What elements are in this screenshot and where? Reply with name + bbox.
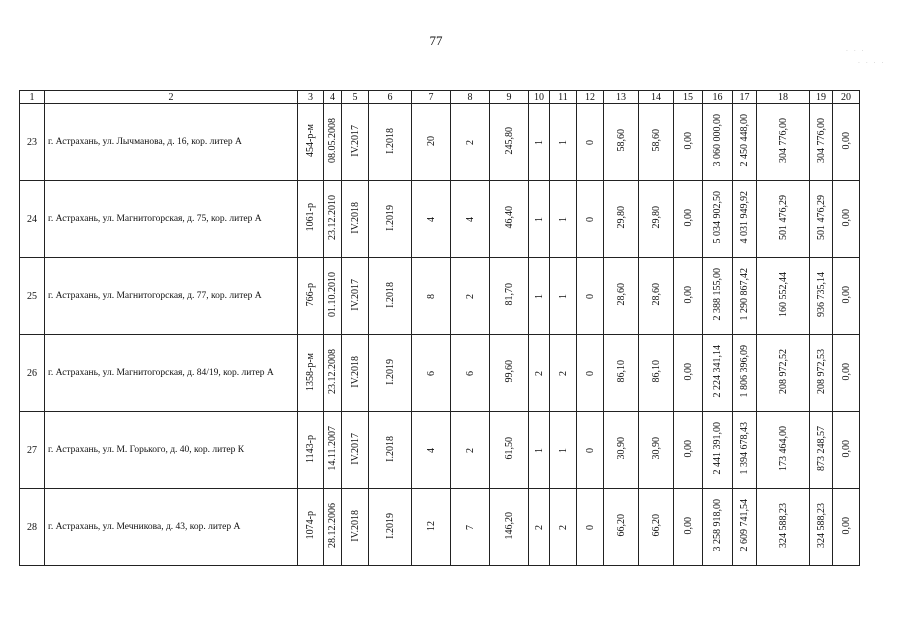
value-cell-col-12 — [577, 335, 604, 412]
value-cell-col-20 — [833, 412, 860, 489]
value-cell-col-10 — [529, 335, 550, 412]
value-cell-col-14 — [639, 258, 674, 335]
value-cell-col-11 — [550, 104, 577, 181]
value-cell-col-4 — [324, 335, 342, 412]
cell-value: 66,20 — [615, 514, 627, 537]
table-row — [20, 104, 860, 181]
header-row — [20, 91, 860, 104]
cell-value: 324 588,23 — [815, 503, 827, 548]
address-cell: г. Астрахань, ул. Лычманова, д. 16, кор. литер А — [45, 104, 298, 181]
cell-value: I.2019 — [384, 358, 396, 385]
value-cell-col-3 — [298, 104, 324, 181]
column-number-7: 7 — [412, 91, 451, 104]
cell-value: I.2019 — [384, 204, 396, 231]
cell-value: 1 — [557, 293, 569, 299]
cell-value: 86,10 — [650, 360, 662, 383]
value-cell-col-8 — [451, 412, 490, 489]
scan-artifact: · · · · — [858, 60, 886, 67]
cell-value: 5 034 902,50 — [712, 191, 723, 244]
value-cell-col-8 — [451, 489, 490, 566]
value-cell-col-15 — [674, 104, 703, 181]
cell-value: 1 — [557, 139, 569, 145]
cell-value: 1143-р — [305, 434, 316, 463]
value-cell-col-4 — [324, 258, 342, 335]
row-number: 25 — [20, 258, 45, 335]
cell-value: 0,00 — [840, 131, 852, 150]
register-table — [19, 90, 860, 566]
cell-value: 1 — [533, 447, 545, 453]
value-cell-col-20 — [833, 489, 860, 566]
value-cell-col-14 — [639, 104, 674, 181]
value-cell-col-6 — [369, 489, 412, 566]
cell-value: 2 609 741,54 — [739, 499, 750, 552]
value-cell-col-3 — [298, 489, 324, 566]
cell-value: 2 — [464, 447, 476, 453]
value-cell-col-17 — [733, 489, 757, 566]
value-cell-col-12 — [577, 412, 604, 489]
value-cell-col-19 — [810, 489, 833, 566]
cell-value: 1 — [533, 293, 545, 299]
value-cell-col-5 — [342, 104, 369, 181]
cell-value: 324 588,23 — [777, 503, 789, 548]
column-number-2: 2 — [45, 91, 298, 104]
cell-value: 4 — [464, 216, 476, 222]
address-cell: г. Астрахань, ул. Магнитогорская, д. 84/19, кор. литер А — [45, 335, 298, 412]
cell-value: I.2018 — [384, 435, 396, 462]
value-cell-col-16 — [703, 104, 733, 181]
column-number-15: 15 — [674, 91, 703, 104]
cell-value: 23.12.2010 — [327, 195, 338, 240]
value-cell-col-15 — [674, 181, 703, 258]
value-cell-col-16 — [703, 181, 733, 258]
cell-value: 304 776,00 — [815, 118, 827, 163]
value-cell-col-13 — [604, 181, 639, 258]
value-cell-col-15 — [674, 258, 703, 335]
cell-value: 0,00 — [682, 131, 694, 150]
cell-value: 2 450 448,00 — [739, 114, 750, 167]
value-cell-col-5 — [342, 489, 369, 566]
cell-value: 245,80 — [503, 126, 515, 155]
cell-value: 08.05.2008 — [327, 118, 338, 163]
cell-value: IV.2017 — [349, 278, 361, 311]
value-cell-col-18 — [757, 335, 810, 412]
cell-value: 0,00 — [840, 362, 852, 381]
value-cell-col-7 — [412, 104, 451, 181]
value-cell-col-6 — [369, 104, 412, 181]
column-number-20: 20 — [833, 91, 860, 104]
value-cell-col-10 — [529, 258, 550, 335]
value-cell-col-12 — [577, 489, 604, 566]
row-number: 23 — [20, 104, 45, 181]
row-number: 28 — [20, 489, 45, 566]
column-number-4: 4 — [324, 91, 342, 104]
value-cell-col-16 — [703, 258, 733, 335]
value-cell-col-19 — [810, 412, 833, 489]
cell-value: 3 258 918,00 — [712, 499, 723, 552]
cell-value: I.2019 — [384, 512, 396, 539]
cell-value: 2 — [557, 524, 569, 530]
value-cell-col-14 — [639, 181, 674, 258]
value-cell-col-12 — [577, 258, 604, 335]
cell-value: 1 806 396,09 — [739, 345, 750, 398]
cell-value: 173 464,00 — [777, 426, 789, 471]
cell-value: 23.12.2008 — [327, 349, 338, 394]
value-cell-col-19 — [810, 181, 833, 258]
cell-value: 86,10 — [615, 360, 627, 383]
address-cell: г. Астрахань, ул. М. Горького, д. 40, кор. литер К — [45, 412, 298, 489]
cell-value: 1 — [557, 216, 569, 222]
value-cell-col-20 — [833, 181, 860, 258]
value-cell-col-18 — [757, 489, 810, 566]
table-row — [20, 412, 860, 489]
column-number-13: 13 — [604, 91, 639, 104]
cell-value: 6 — [464, 370, 476, 376]
value-cell-col-19 — [810, 258, 833, 335]
value-cell-col-14 — [639, 412, 674, 489]
value-cell-col-20 — [833, 335, 860, 412]
value-cell-col-8 — [451, 181, 490, 258]
value-cell-col-6 — [369, 258, 412, 335]
value-cell-col-17 — [733, 258, 757, 335]
value-cell-col-12 — [577, 104, 604, 181]
cell-value: 14.11.2007 — [327, 426, 338, 471]
value-cell-col-8 — [451, 104, 490, 181]
column-number-5: 5 — [342, 91, 369, 104]
cell-value: 0,00 — [840, 285, 852, 304]
value-cell-col-3 — [298, 181, 324, 258]
column-number-17: 17 — [733, 91, 757, 104]
scan-artifact: · · · — [846, 48, 866, 55]
column-number-19: 19 — [810, 91, 833, 104]
value-cell-col-5 — [342, 412, 369, 489]
value-cell-col-17 — [733, 181, 757, 258]
cell-value: 1 394 678,43 — [739, 422, 750, 475]
cell-value: 4 031 949,92 — [739, 191, 750, 244]
cell-value: 146,20 — [503, 511, 515, 540]
row-number: 24 — [20, 181, 45, 258]
cell-value: 30,90 — [650, 437, 662, 460]
cell-value: 46,40 — [503, 206, 515, 229]
column-number-12: 12 — [577, 91, 604, 104]
column-number-11: 11 — [550, 91, 577, 104]
cell-value: 0 — [584, 216, 596, 222]
value-cell-col-6 — [369, 181, 412, 258]
address-cell: г. Астрахань, ул. Магнитогорская, д. 77, кор. литер А — [45, 258, 298, 335]
cell-value: 1 — [557, 447, 569, 453]
cell-value: 0,00 — [682, 516, 694, 535]
value-cell-col-4 — [324, 489, 342, 566]
table-row — [20, 181, 860, 258]
cell-value: 0,00 — [840, 208, 852, 227]
value-cell-col-6 — [369, 412, 412, 489]
cell-value: 501 476,29 — [777, 195, 789, 240]
cell-value: 2 — [533, 370, 545, 376]
value-cell-col-8 — [451, 258, 490, 335]
value-cell-col-16 — [703, 335, 733, 412]
value-cell-col-3 — [298, 258, 324, 335]
register-table-body — [20, 91, 860, 566]
cell-value: 0,00 — [682, 208, 694, 227]
cell-value: 7 — [464, 524, 476, 530]
value-cell-col-18 — [757, 181, 810, 258]
value-cell-col-14 — [639, 489, 674, 566]
cell-value: 4 — [425, 216, 437, 222]
value-cell-col-17 — [733, 335, 757, 412]
cell-value: 2 388 155,00 — [712, 268, 723, 321]
cell-value: 1061-р — [305, 203, 316, 232]
cell-value: 1358-р-м — [305, 352, 316, 391]
cell-value: 0 — [584, 524, 596, 530]
value-cell-col-10 — [529, 181, 550, 258]
cell-value: 0,00 — [840, 439, 852, 458]
value-cell-col-9 — [490, 181, 529, 258]
cell-value: 1 — [533, 216, 545, 222]
cell-value: I.2018 — [384, 281, 396, 308]
value-cell-col-20 — [833, 104, 860, 181]
cell-value: 2 441 391,00 — [712, 422, 723, 475]
value-cell-col-17 — [733, 104, 757, 181]
cell-value: 81,70 — [503, 283, 515, 306]
value-cell-col-9 — [490, 104, 529, 181]
value-cell-col-4 — [324, 181, 342, 258]
value-cell-col-9 — [490, 335, 529, 412]
cell-value: 0 — [584, 370, 596, 376]
value-cell-col-7 — [412, 335, 451, 412]
cell-value: 208 972,53 — [815, 349, 827, 394]
value-cell-col-19 — [810, 335, 833, 412]
value-cell-col-7 — [412, 412, 451, 489]
value-cell-col-11 — [550, 335, 577, 412]
cell-value: 66,20 — [650, 514, 662, 537]
cell-value: 2 — [557, 370, 569, 376]
value-cell-col-10 — [529, 104, 550, 181]
cell-value: 20 — [425, 135, 437, 146]
cell-value: 208 972,52 — [777, 349, 789, 394]
cell-value: 1074-р — [305, 511, 316, 540]
address-cell: г. Астрахань, ул. Магнитогорская, д. 75, кор. литер А — [45, 181, 298, 258]
cell-value: 8 — [425, 293, 437, 299]
cell-value: 0 — [584, 447, 596, 453]
value-cell-col-4 — [324, 104, 342, 181]
value-cell-col-7 — [412, 181, 451, 258]
cell-value: IV.2018 — [349, 201, 361, 234]
cell-value: IV.2018 — [349, 509, 361, 542]
value-cell-col-10 — [529, 412, 550, 489]
value-cell-col-11 — [550, 258, 577, 335]
column-number-18: 18 — [757, 91, 810, 104]
cell-value: 936 735,14 — [815, 272, 827, 317]
column-number-16: 16 — [703, 91, 733, 104]
cell-value: 0 — [584, 139, 596, 145]
value-cell-col-12 — [577, 181, 604, 258]
value-cell-col-5 — [342, 335, 369, 412]
column-number-14: 14 — [639, 91, 674, 104]
value-cell-col-13 — [604, 489, 639, 566]
value-cell-col-9 — [490, 412, 529, 489]
cell-value: 2 — [464, 139, 476, 145]
cell-value: 2 — [533, 524, 545, 530]
cell-value: 61,50 — [503, 437, 515, 460]
value-cell-col-6 — [369, 335, 412, 412]
value-cell-col-9 — [490, 258, 529, 335]
table-row — [20, 489, 860, 566]
cell-value: 4 — [425, 447, 437, 453]
column-number-10: 10 — [529, 91, 550, 104]
cell-value: 28,60 — [615, 283, 627, 306]
cell-value: 873 248,57 — [815, 426, 827, 471]
value-cell-col-5 — [342, 258, 369, 335]
cell-value: 0,00 — [682, 362, 694, 381]
cell-value: 2 224 341,14 — [712, 345, 723, 398]
cell-value: 28.12.2006 — [327, 503, 338, 548]
cell-value: 0,00 — [682, 439, 694, 458]
page-number: 77 — [429, 33, 443, 48]
value-cell-col-5 — [342, 181, 369, 258]
column-number-3: 3 — [298, 91, 324, 104]
cell-value: 6 — [425, 370, 437, 376]
row-number: 26 — [20, 335, 45, 412]
column-number-9: 9 — [490, 91, 529, 104]
cell-value: 766-р — [305, 282, 316, 307]
value-cell-col-13 — [604, 258, 639, 335]
cell-value: 0 — [584, 293, 596, 299]
value-cell-col-14 — [639, 335, 674, 412]
value-cell-col-19 — [810, 104, 833, 181]
value-cell-col-9 — [490, 489, 529, 566]
cell-value: 1 — [533, 139, 545, 145]
value-cell-col-3 — [298, 335, 324, 412]
value-cell-col-10 — [529, 489, 550, 566]
column-number-1: 1 — [20, 91, 45, 104]
row-number: 27 — [20, 412, 45, 489]
cell-value: 99,60 — [503, 360, 515, 383]
value-cell-col-11 — [550, 489, 577, 566]
value-cell-col-4 — [324, 412, 342, 489]
value-cell-col-11 — [550, 412, 577, 489]
value-cell-col-16 — [703, 489, 733, 566]
cell-value: I.2018 — [384, 127, 396, 154]
cell-value: 29,80 — [615, 206, 627, 229]
cell-value: 501 476,29 — [815, 195, 827, 240]
cell-value: 01.10.2010 — [327, 272, 338, 317]
cell-value: 3 060 000,00 — [712, 114, 723, 167]
cell-value: 160 552,44 — [777, 272, 789, 317]
cell-value: 58,60 — [615, 129, 627, 152]
table-row — [20, 335, 860, 412]
column-number-8: 8 — [451, 91, 490, 104]
cell-value: 12 — [425, 520, 437, 531]
value-cell-col-3 — [298, 412, 324, 489]
value-cell-col-13 — [604, 335, 639, 412]
value-cell-col-15 — [674, 335, 703, 412]
table-row — [20, 258, 860, 335]
value-cell-col-15 — [674, 412, 703, 489]
cell-value: 454-р-м — [305, 124, 316, 157]
cell-value: 0,00 — [840, 516, 852, 535]
cell-value: 2 — [464, 293, 476, 299]
value-cell-col-17 — [733, 412, 757, 489]
cell-value: 30,90 — [615, 437, 627, 460]
cell-value: IV.2017 — [349, 124, 361, 157]
value-cell-col-7 — [412, 258, 451, 335]
cell-value: IV.2017 — [349, 432, 361, 465]
value-cell-col-18 — [757, 104, 810, 181]
value-cell-col-11 — [550, 181, 577, 258]
cell-value: 58,60 — [650, 129, 662, 152]
value-cell-col-8 — [451, 335, 490, 412]
cell-value: 304 776,00 — [777, 118, 789, 163]
address-cell: г. Астрахань, ул. Мечникова, д. 43, кор. литер А — [45, 489, 298, 566]
cell-value: 29,80 — [650, 206, 662, 229]
cell-value: 1 290 867,42 — [739, 268, 750, 321]
value-cell-col-13 — [604, 412, 639, 489]
value-cell-col-18 — [757, 412, 810, 489]
column-number-6: 6 — [369, 91, 412, 104]
value-cell-col-18 — [757, 258, 810, 335]
value-cell-col-7 — [412, 489, 451, 566]
value-cell-col-15 — [674, 489, 703, 566]
cell-value: 28,60 — [650, 283, 662, 306]
value-cell-col-16 — [703, 412, 733, 489]
cell-value: IV.2018 — [349, 355, 361, 388]
value-cell-col-20 — [833, 258, 860, 335]
value-cell-col-13 — [604, 104, 639, 181]
cell-value: 0,00 — [682, 285, 694, 304]
